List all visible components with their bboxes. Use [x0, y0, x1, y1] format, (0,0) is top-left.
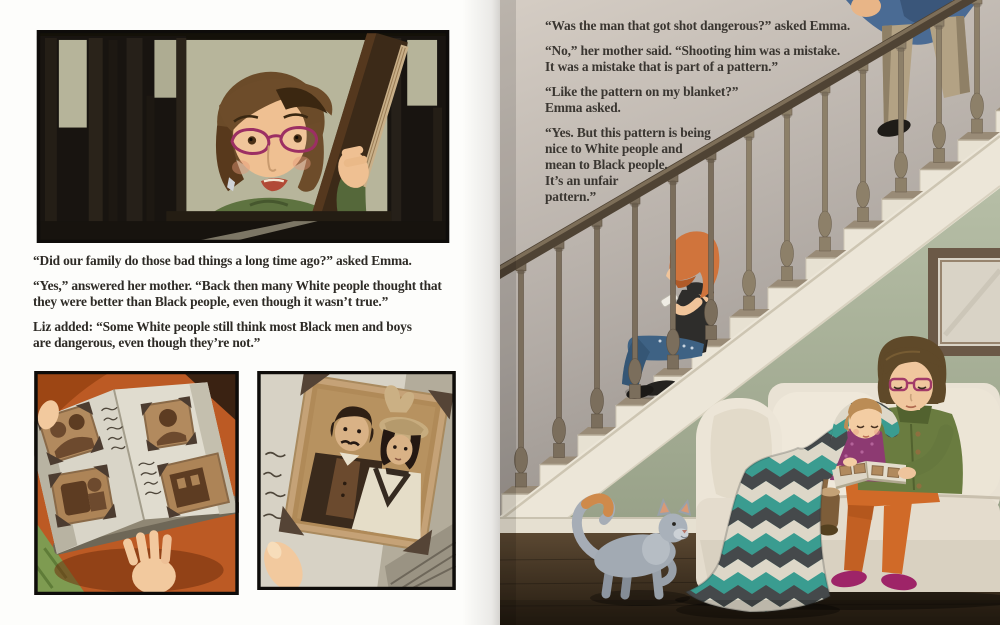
album-photo	[48, 464, 116, 527]
text-line: “Yes. But this pattern is being	[545, 124, 711, 140]
paragraph	[33, 278, 483, 310]
paragraph	[33, 319, 483, 351]
wall-picture-frame	[933, 253, 1000, 355]
paragraph	[545, 18, 965, 34]
text-line: It’s an unfair	[545, 173, 619, 189]
bookshelf-books-left	[37, 36, 186, 225]
text-line: “Did our family do those bad things a long time ago?” asked Emma.	[33, 253, 412, 268]
text-line: It was a mistake that is part of a pattern.”	[545, 58, 778, 74]
text-line: they were better than Black people, even though it wasn’t true.”	[33, 293, 389, 309]
paragraph	[545, 84, 965, 116]
panel-vintage-photo	[257, 371, 456, 590]
right-page	[500, 0, 1000, 625]
gutter-shading	[500, 0, 516, 625]
text-line: “Was the man that got shot dangerous?” asked Emma.	[545, 18, 851, 33]
text-line: mean to Black people.	[545, 156, 668, 172]
paragraph	[545, 125, 965, 206]
text-line: “Like the pattern on my blanket?”	[545, 83, 739, 99]
text-line: Liz added: “Some White people still think most Black men and boys	[33, 318, 412, 334]
text-line: “No,” her mother said. “Shooting him was a mistake.	[545, 42, 841, 58]
text-line: “Yes,” answered her mother. “Back then many White people thought that	[33, 277, 442, 293]
right-page-text	[545, 18, 965, 214]
paragraph	[33, 253, 483, 269]
sepia-photograph	[279, 371, 454, 555]
mother-hand	[898, 467, 916, 479]
text-line: nice to White people and	[545, 140, 683, 156]
text-line: pattern.”	[545, 189, 597, 205]
emma-hand	[843, 458, 857, 467]
panel-mother-at-bookshelf	[36, 30, 450, 243]
left-page-text	[33, 253, 483, 360]
text-line: Emma asked.	[545, 99, 621, 115]
paragraph	[545, 43, 965, 75]
text-line: are dangerous, even though they’re not.”	[33, 334, 261, 350]
album-photo	[141, 396, 198, 451]
bottom-vignette	[500, 600, 1000, 625]
panel-photo-album	[34, 371, 239, 595]
